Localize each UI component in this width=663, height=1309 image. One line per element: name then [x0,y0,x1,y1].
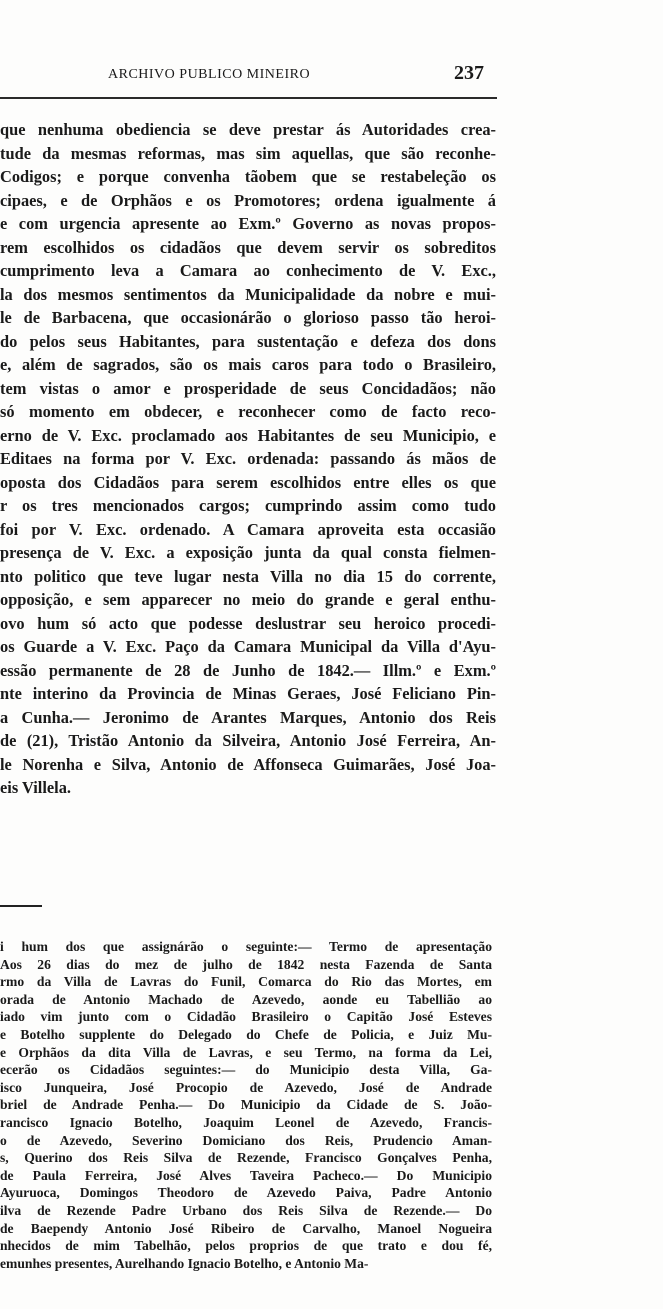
text-line: opposição, e sem apparecer no meio do grande e geral enthu- [0,590,496,609]
text-line: rem escolhidos os cidadãos que devem servir os sobreditos [0,237,496,257]
text-line: nto politico que teve lugar nesta Villa no dia 15 do corrente, [0,566,496,586]
text-line: e Orphãos da dita Villa de Lavras, e seu Termo, na forma da Lei, [0,1044,492,1060]
text-line: s, Querino dos Reis Silva de Rezende, Francisco Gonçalves Penha, [0,1150,492,1166]
text-line: foi por V. Exc. ordenado. A Camara aproveita esta occasião [0,519,496,539]
text-line: rmo da Villa de Lavras do Funil, Comarca do Rio das Mortes, em [0,974,492,990]
text-line: erno de V. Exc. proclamado aos Habitantes de seu Municipio, e [0,425,496,445]
text-line: rancisco Ignacio Botelho, Joaquim Leonel de Azevedo, Francis- [0,1114,492,1130]
text-line: do pelos seus Habitantes, para sustentação e defeza dos dons [0,331,496,351]
header-rule [0,97,497,99]
text-line: le de Barbacena, que occasionárão o glorioso passo tão heroi- [0,308,496,327]
page-number: 237 [454,62,484,84]
text-line: cipaes, e de Orphãos e os Promotores; ordena igualmente á [0,190,496,210]
text-line: a Cunha.— Jeronimo de Arantes Marques, Antonio dos Reis [0,707,496,727]
text-line: o de Azevedo, Severino Domiciano dos Reis, Prudencio Aman- [0,1132,492,1148]
text-line: nhecidos de mim Tabelhão, pelos proprios de que trato e dou fé, [0,1238,492,1254]
text-line: la dos mesmos sentimentos da Municipalidade da nobre e mui- [0,284,496,304]
text-line: Codigos; e porque convenha tãobem que se restabeleção os [0,167,496,186]
text-line: de (21), Tristão Antonio da Silveira, Antonio José Ferreira, An- [0,731,496,750]
text-line: emunhes presentes, Aurelhando Ignacio Botelho, e Antonio Ma- [0,1255,369,1271]
text-line: Editaes na forma por V. Exc. ordenada: passando ás mãos de [0,449,496,468]
text-line: Aos 26 dias do mez de julho de 1842 nesta Fazenda de Santa [0,956,492,972]
text-line: de Baependy Antonio José Ribeiro de Carvalho, Manoel Nogueira [0,1220,492,1236]
text-line: ilva de Rezende Padre Urbano dos Reis Silva de Rezende.— Do [0,1202,492,1218]
footnote [0,938,492,1272]
text-line: oposta dos Cidadãos para serem escolhidos entre elles os que [0,472,496,492]
text-line: eis Villela. [0,778,72,797]
text-line: nte interino da Provincia de Minas Geraes, José Feliciano Pin- [0,684,496,703]
text-line: Ayuruoca, Domingos Theodoro de Azevedo Paiva, Padre Antonio [0,1185,492,1201]
text-line: le Norenha e Silva, Antonio de Affonseca Guimarães, José Joa- [0,754,496,774]
text-line: e, além de sagrados, são os mais caros para todo o Brasileiro, [0,355,496,374]
running-head: ARCHIVO PUBLICO MINEIRO [108,67,311,82]
body-text [0,118,496,800]
text-line: presença de V. Exc. a exposição junta da qual consta fielmen- [0,543,496,562]
page-header [0,62,500,88]
text-line: ovo hum só acto que podesse deslustrar seu heroico procedi- [0,613,496,633]
text-line: briel de Andrade Penha.— Do Municipio da Cidade de S. João- [0,1097,492,1113]
text-line: r os tres mencionados cargos; cumprindo assim como tudo [0,496,496,515]
text-line: essão permanente de 28 de Junho de 1842.— Illm.º e Exm.º [0,660,496,680]
text-line: os Guarde a V. Exc. Paço da Camara Municipal da Villa d'Ayu- [0,637,496,656]
footnote-separator [0,905,42,907]
text-line: de Paula Ferreira, José Alves Taveira Pacheco.— Do Municipio [0,1167,492,1183]
text-line: orada de Antonio Machado de Azevedo, aonde eu Tabellião ao [0,991,492,1007]
text-line: e Botelho supplente do Delegado do Chefe de Policia, e Juiz Mu- [0,1026,492,1042]
text-line: e com urgencia apresente ao Exm.º Governo as novas propos- [0,214,496,233]
text-line: i hum dos que assignárão o seguinte:— Termo de apresentação [0,939,492,954]
text-line: que nenhuma obediencia se deve prestar ás Autoridades crea- [0,120,496,139]
text-line: tem vistas o amor e prosperidade de seus Concidadãos; não [0,378,496,398]
text-line: isco Junqueira, José Procopio de Azevedo, José de Andrade [0,1079,492,1095]
text-line: cumprimento leva a Camara ao conhecimento de V. Exc., [0,261,496,280]
text-line: tude da mesmas reformas, mas sim aquellas, que são reconhe- [0,143,496,163]
text-line: ecerão os Cidadãos seguintes:— do Municipio desta Villa, Ga- [0,1062,492,1078]
text-line: iado vim junto com o Cidadão Brasileiro o Capitão José Esteves [0,1009,492,1025]
text-line: só momento em obdecer, e reconhecer como de facto reco- [0,402,496,421]
